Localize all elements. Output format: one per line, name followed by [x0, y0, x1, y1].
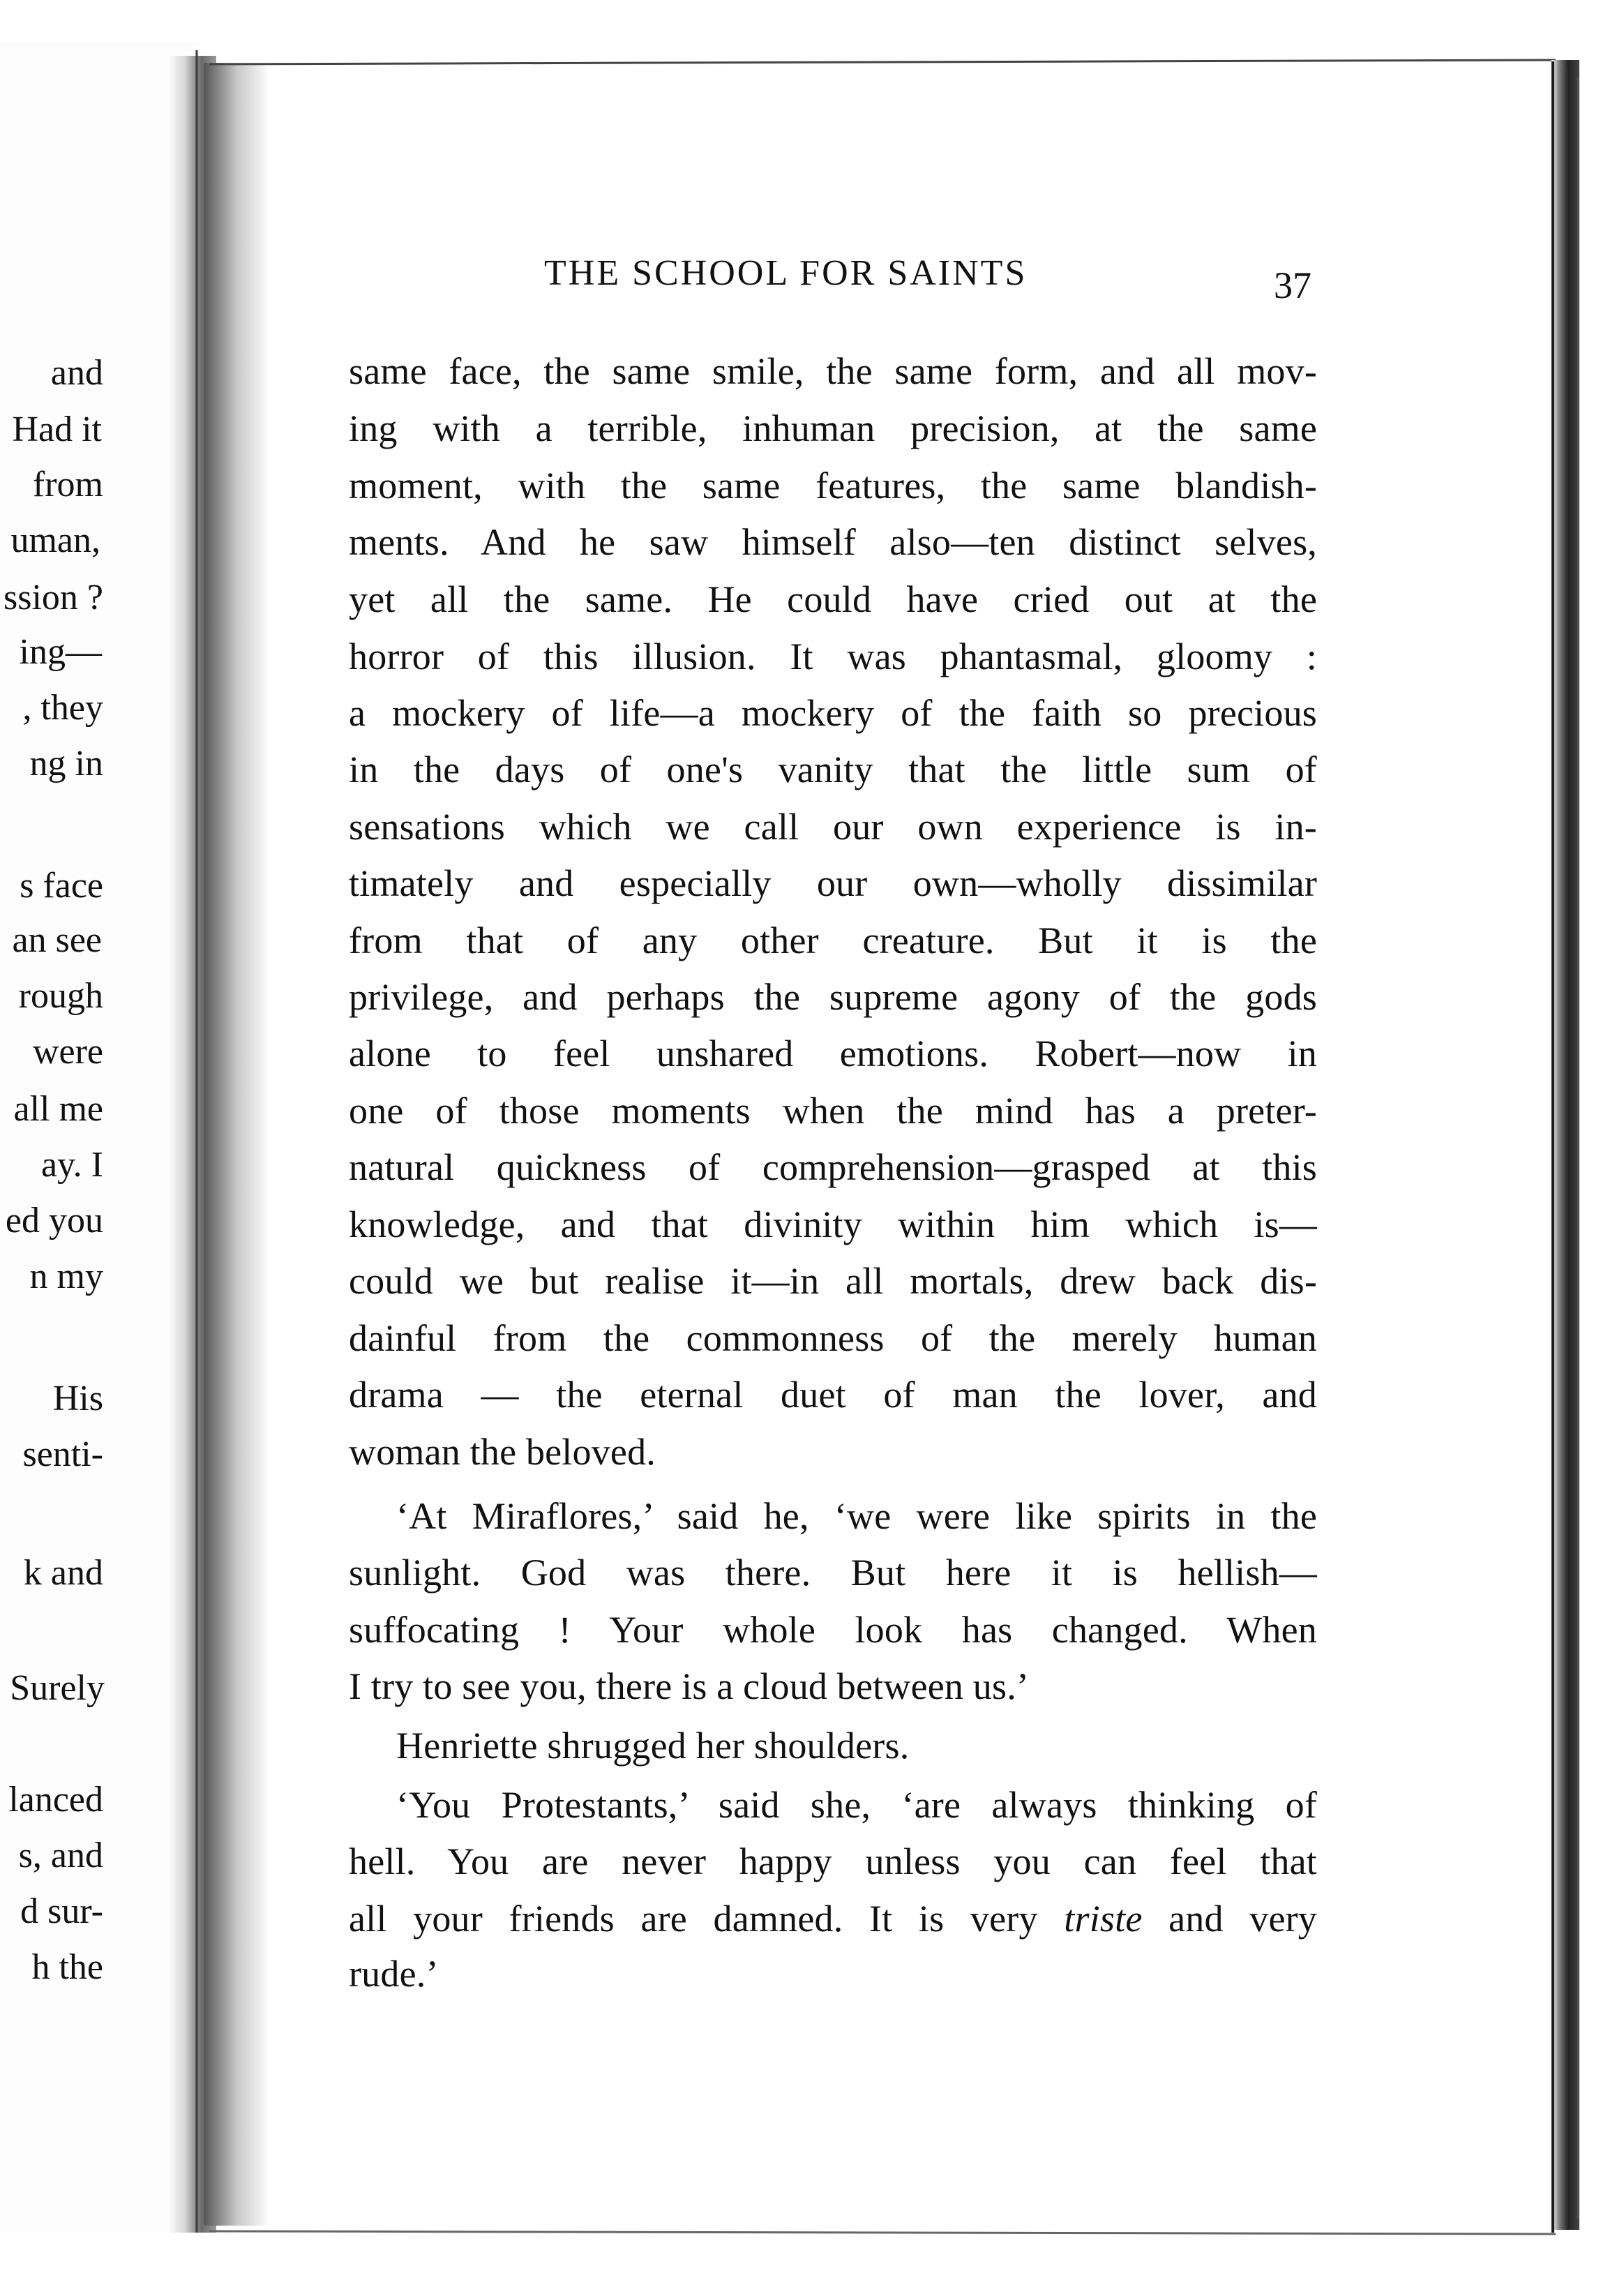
left-page-fragment: h the: [31, 1947, 103, 1987]
left-page-fragment: rough: [18, 976, 103, 1016]
left-page-fragment: from: [32, 465, 103, 504]
left-page-fragment: d sur-: [20, 1891, 103, 1931]
text-line: same face, the same smile, the same form, and all mov-: [349, 350, 1317, 392]
text-line: horror of this illusion. It was phantasmal, gloomy :: [349, 636, 1317, 677]
text-line: rude.’: [349, 1953, 439, 1995]
left-page-fragment: n my: [29, 1257, 103, 1296]
text-line: knowledge, and that divinity within him which is—: [349, 1204, 1317, 1245]
text-line: alone to feel unshared emotions. Robert—now in: [349, 1033, 1317, 1074]
text-span: and very: [1168, 1898, 1317, 1940]
left-page-fragment: all me: [13, 1089, 103, 1129]
text-line: I try to see you, there is a cloud between us.’: [349, 1665, 1030, 1707]
text-line: timately and especially our own—wholly dissimilar: [349, 862, 1317, 904]
text-line: sensations which we call our own experience is in-: [349, 806, 1317, 848]
left-page-fragment: senti-: [22, 1434, 103, 1474]
text-line: ‘You Protestants,’ said she, ‘are always thinking of: [396, 1784, 1317, 1826]
text-line: ing with a terrible, inhuman precision, at the same: [349, 407, 1317, 449]
left-page-fragment: k and: [23, 1553, 103, 1593]
left-page-fragment: , they: [22, 688, 103, 728]
text-line: suffocating ! Your whole look has changed. When: [349, 1609, 1317, 1651]
page-number: 37: [1274, 264, 1311, 306]
left-page-fragment: an see: [12, 920, 102, 960]
text-line: could we but realise it—in all mortals, drew back dis-: [349, 1260, 1317, 1302]
text-line: ments. And he saw himself also—ten distinct selves,: [349, 521, 1317, 563]
text-line: dainful from the commonness of the merely human: [349, 1317, 1317, 1359]
text-line: drama — the eternal duet of man the lover, and: [349, 1374, 1317, 1416]
italic-word: triste: [1064, 1898, 1143, 1940]
left-page-fragment: ay. I: [40, 1145, 103, 1185]
running-title: THE SCHOOL FOR SAINTS: [544, 253, 1028, 293]
text-line: in the days of one's vanity that the little sum of: [349, 749, 1317, 790]
text-span: all your friends are damned. It is very: [349, 1898, 1038, 1940]
text-line: [349, 1896, 1317, 1941]
text-line: a mockery of life—a mockery of the faith so precious: [349, 692, 1317, 734]
left-page-fragment: ssion ?: [3, 578, 103, 617]
left-page-fragment: ng in: [29, 744, 103, 784]
left-page-fragment: s face: [20, 866, 103, 906]
text-line: one of those moments when the mind has a preter-: [349, 1090, 1317, 1132]
left-page-fragment: and: [50, 353, 103, 393]
left-page-fragment: ing—: [19, 632, 102, 672]
text-line: ‘At Miraflores,’ said he, ‘we were like spirits in the: [396, 1495, 1317, 1537]
text-line: Henriette shrugged her shoulders.: [396, 1725, 910, 1767]
text-line: yet all the same. He could have cried out at the: [349, 578, 1317, 620]
left-page-fragment: were: [32, 1032, 103, 1072]
left-page-fragment: uman,: [10, 520, 100, 560]
left-page-fragment: lanced: [8, 1780, 103, 1820]
left-page-fragment: Had it: [12, 410, 102, 449]
left-page-fragment: s, and: [18, 1836, 103, 1875]
text-line: sunlight. God was there. But here it is hellish—: [349, 1552, 1317, 1594]
text-line: privilege, and perhaps the supreme agony of the gods: [349, 976, 1317, 1018]
text-line: natural quickness of comprehension—grasped at this: [349, 1146, 1317, 1188]
left-page-fragment: ed you: [5, 1201, 103, 1240]
text-line: hell. You are never happy unless you can feel that: [349, 1841, 1317, 1882]
left-page-fragment: Surely: [10, 1668, 105, 1708]
text-line: from that of any other creature. But it is the: [349, 920, 1317, 961]
text-line: woman the beloved.: [349, 1431, 656, 1473]
left-page-fragment: His: [52, 1379, 103, 1418]
text-line: moment, with the same features, the same blandish-: [349, 465, 1317, 507]
